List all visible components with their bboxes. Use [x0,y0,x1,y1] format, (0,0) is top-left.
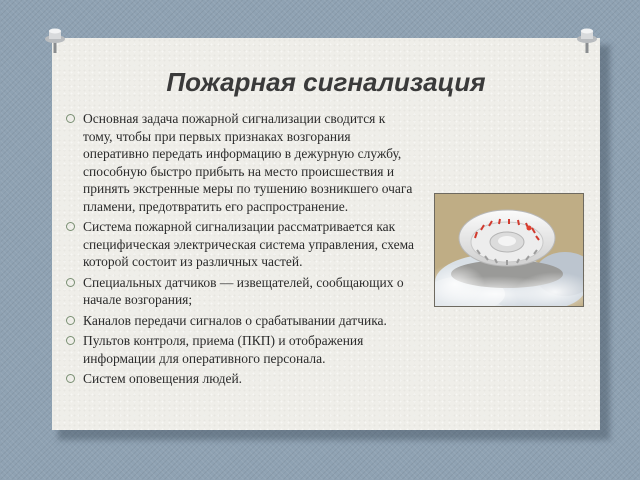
bullet-marker-icon [66,222,75,231]
bullet-item [66,370,418,388]
bullet-list [66,110,418,391]
bullet-text: Специальных датчиков — извещателей, сообщающих о начале возгорания; [83,274,404,307]
bullet-marker-icon [66,374,75,383]
bullet-item [66,312,418,330]
bullet-text: Систем оповещения людей. [83,371,243,386]
bullet-item [66,274,418,309]
smoke-detector-image [434,193,584,307]
bullet-text: Пультов контроля, приема (ПКП) и отображения информации для оперативного персонала. [83,333,364,366]
bullet-text: Каналов передачи сигналов о срабатывании датчика. [83,312,387,328]
bullet-marker-icon [66,278,75,287]
bullet-item [66,332,418,367]
bullet-text: Система пожарной сигнализации рассматривается как специфическая электрическая система управления, схема которой состоит из различных частей. [83,219,415,269]
pushpin-icon [44,28,66,54]
bullet-marker-icon [66,316,75,325]
bullet-item [66,110,418,215]
bullet-text: Основная задача пожарной сигнализации сводится к тому, чтобы при первых признаках возгорания оперативно передать информацию в дежурную службу, способную быстро прибыть на место происшествия и принять экстренные меры по тушению возникшего очага пламени, предотвратить его распространение. [83,111,413,214]
bullet-marker-icon [66,336,75,345]
bullet-marker-icon [66,114,75,123]
bullet-item [66,218,418,271]
slide-title: Пожарная сигнализация [166,67,486,97]
pushpin-icon [576,28,598,54]
